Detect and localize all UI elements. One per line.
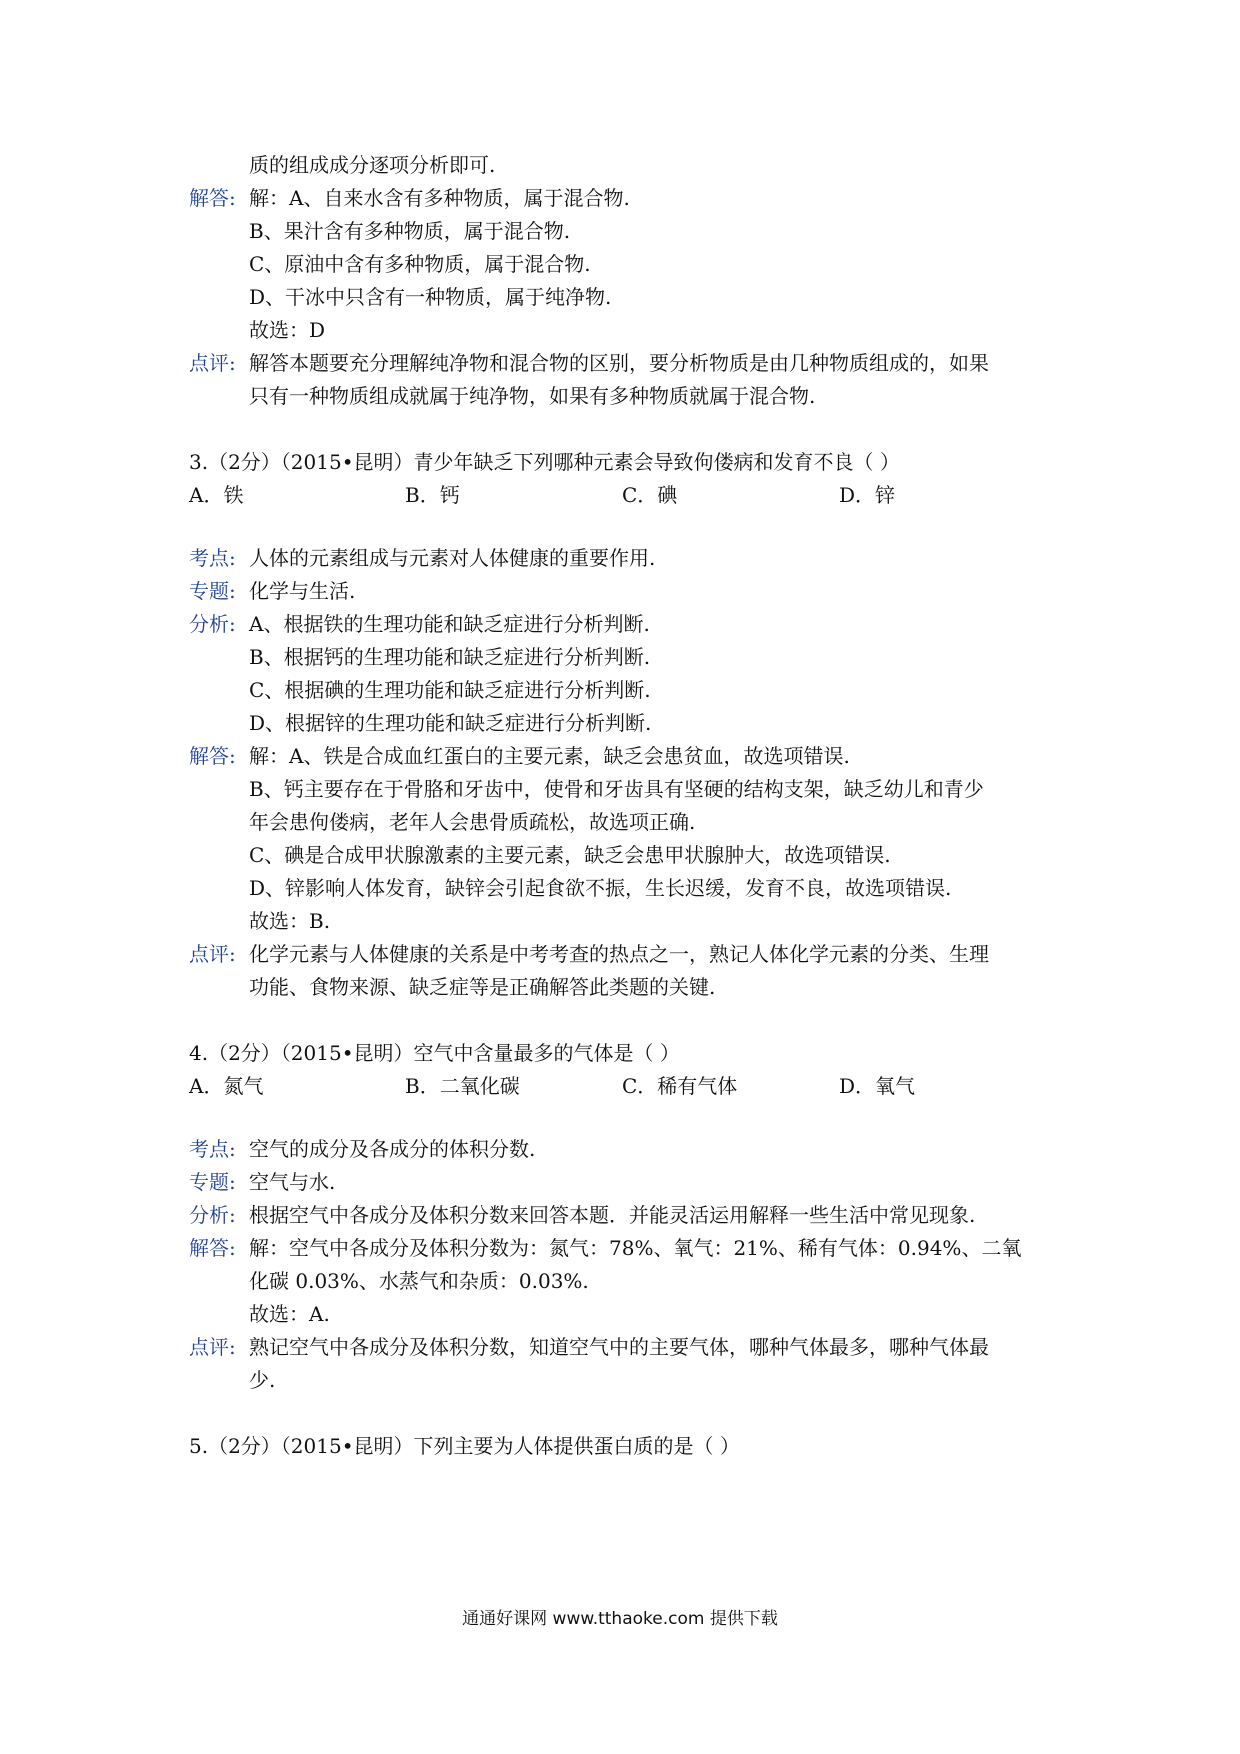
kaodian-text: 空气的成分及各成分的体积分数. [249, 1137, 536, 1161]
zhuanti-text: 化学与生活. [249, 579, 356, 603]
kaodian-label: 考点: [189, 546, 236, 570]
jieda-label: 解答: [189, 1236, 236, 1260]
option-b: B．二氧化碳 [405, 1074, 520, 1098]
option-c: C．稀有气体 [622, 1074, 738, 1098]
jieda-line: 故选：A. [249, 1302, 330, 1326]
fenxi-text: 根据空气中各成分及体积分数来回答本题．并能灵活运用解释一些生活中常见现象. [249, 1203, 976, 1227]
option-c: C．碘 [622, 483, 678, 507]
jieda-line: 解：A、铁是合成血红蛋白的主要元素，缺乏会患贫血，故选项错误. [249, 744, 850, 768]
kaodian-label: 考点: [189, 1137, 236, 1161]
option-d: D．锌 [839, 483, 896, 507]
fenxi-line: B、根据钙的生理功能和缺乏症进行分析判断. [249, 645, 651, 669]
dianping-line: 化学元素与人体健康的关系是中考考查的热点之一，熟记人体化学元素的分类、生理 [249, 942, 989, 966]
jieda-line: B、钙主要存在于骨胳和牙齿中，使骨和牙齿具有坚硬的结构支架，缺乏幼儿和青少 [249, 777, 984, 801]
answer-line: 故选：D [249, 318, 326, 342]
question-4-stem: 4.（2分）（2015•昆明）空气中含量最多的气体是（ ） [189, 1041, 680, 1065]
fenxi-line: C、根据碘的生理功能和缺乏症进行分析判断. [249, 678, 651, 702]
fenxi-label: 分析: [189, 612, 236, 636]
jieda-line: 故选：B. [249, 909, 331, 933]
fenxi-line: D、根据锌的生理功能和缺乏症进行分析判断. [249, 711, 652, 735]
option-a: A．氮气 [189, 1074, 264, 1098]
zhuanti-label: 专题: [189, 579, 236, 603]
comment-line: 解答本题要充分理解纯净物和混合物的区别，要分析物质是由几种物质组成的，如果 [249, 351, 989, 375]
jieda-line: D、锌影响人体发育，缺锌会引起食欲不振，生长迟缓，发育不良，故选项错误. [249, 876, 952, 900]
answer-line: 解：A、自来水含有多种物质，属于混合物. [249, 186, 630, 210]
dianping-line: 熟记空气中各成分及体积分数，知道空气中的主要气体，哪种气体最多，哪种气体最 [249, 1335, 989, 1359]
fenxi-label: 分析: [189, 1203, 236, 1227]
dianping-label: 点评: [189, 942, 236, 966]
zhuanti-label: 专题: [189, 1170, 236, 1194]
answer-line: C、原油中含有多种物质，属于混合物. [249, 252, 591, 276]
answer-line: B、果汁含有多种物质，属于混合物. [249, 219, 571, 243]
option-a: A．铁 [189, 483, 244, 507]
dianping-line: 功能、食物来源、缺乏症等是正确解答此类题的关键. [249, 975, 716, 999]
zhuanti-text: 空气与水. [249, 1170, 336, 1194]
dianping-label: 点评: [189, 1335, 236, 1359]
kaodian-text: 人体的元素组成与元素对人体健康的重要作用. [249, 546, 656, 570]
analysis-continued: 质的组成成分逐项分析即可. [249, 153, 496, 177]
question-3-stem: 3.（2分）（2015•昆明）青少年缺乏下列哪种元素会导致佝偻病和发育不良（ ） [189, 450, 900, 474]
option-b: B．钙 [405, 483, 460, 507]
option-d: D．氧气 [839, 1074, 916, 1098]
dianping-line: 少. [249, 1368, 276, 1392]
jieda-line: 化碳 0.03%、水蒸气和杂质：0.03%. [249, 1269, 589, 1293]
comment-line: 只有一种物质组成就属于纯净物，如果有多种物质就属于混合物. [249, 384, 816, 408]
jieda-line: C、碘是合成甲状腺激素的主要元素，缺乏会患甲状腺肿大，故选项错误. [249, 843, 891, 867]
page-footer: 通通好课网 www.tthaoke.com 提供下载 [462, 1609, 778, 1629]
fenxi-line: A、根据铁的生理功能和缺乏症进行分析判断. [249, 612, 650, 636]
jieda-line: 年会患佝偻病，老年人会患骨质疏松，故选项正确. [249, 810, 696, 834]
question-5-stem: 5.（2分）（2015•昆明）下列主要为人体提供蛋白质的是（ ） [189, 1434, 740, 1458]
answer-label: 解答: [189, 186, 236, 210]
jieda-line: 解：空气中各成分及体积分数为：氮气：78%、氧气：21%、稀有气体：0.94%、二氧 [249, 1236, 1022, 1260]
answer-line: D、干冰中只含有一种物质，属于纯净物. [249, 285, 612, 309]
jieda-label: 解答: [189, 744, 236, 768]
comment-label: 点评: [189, 351, 236, 375]
